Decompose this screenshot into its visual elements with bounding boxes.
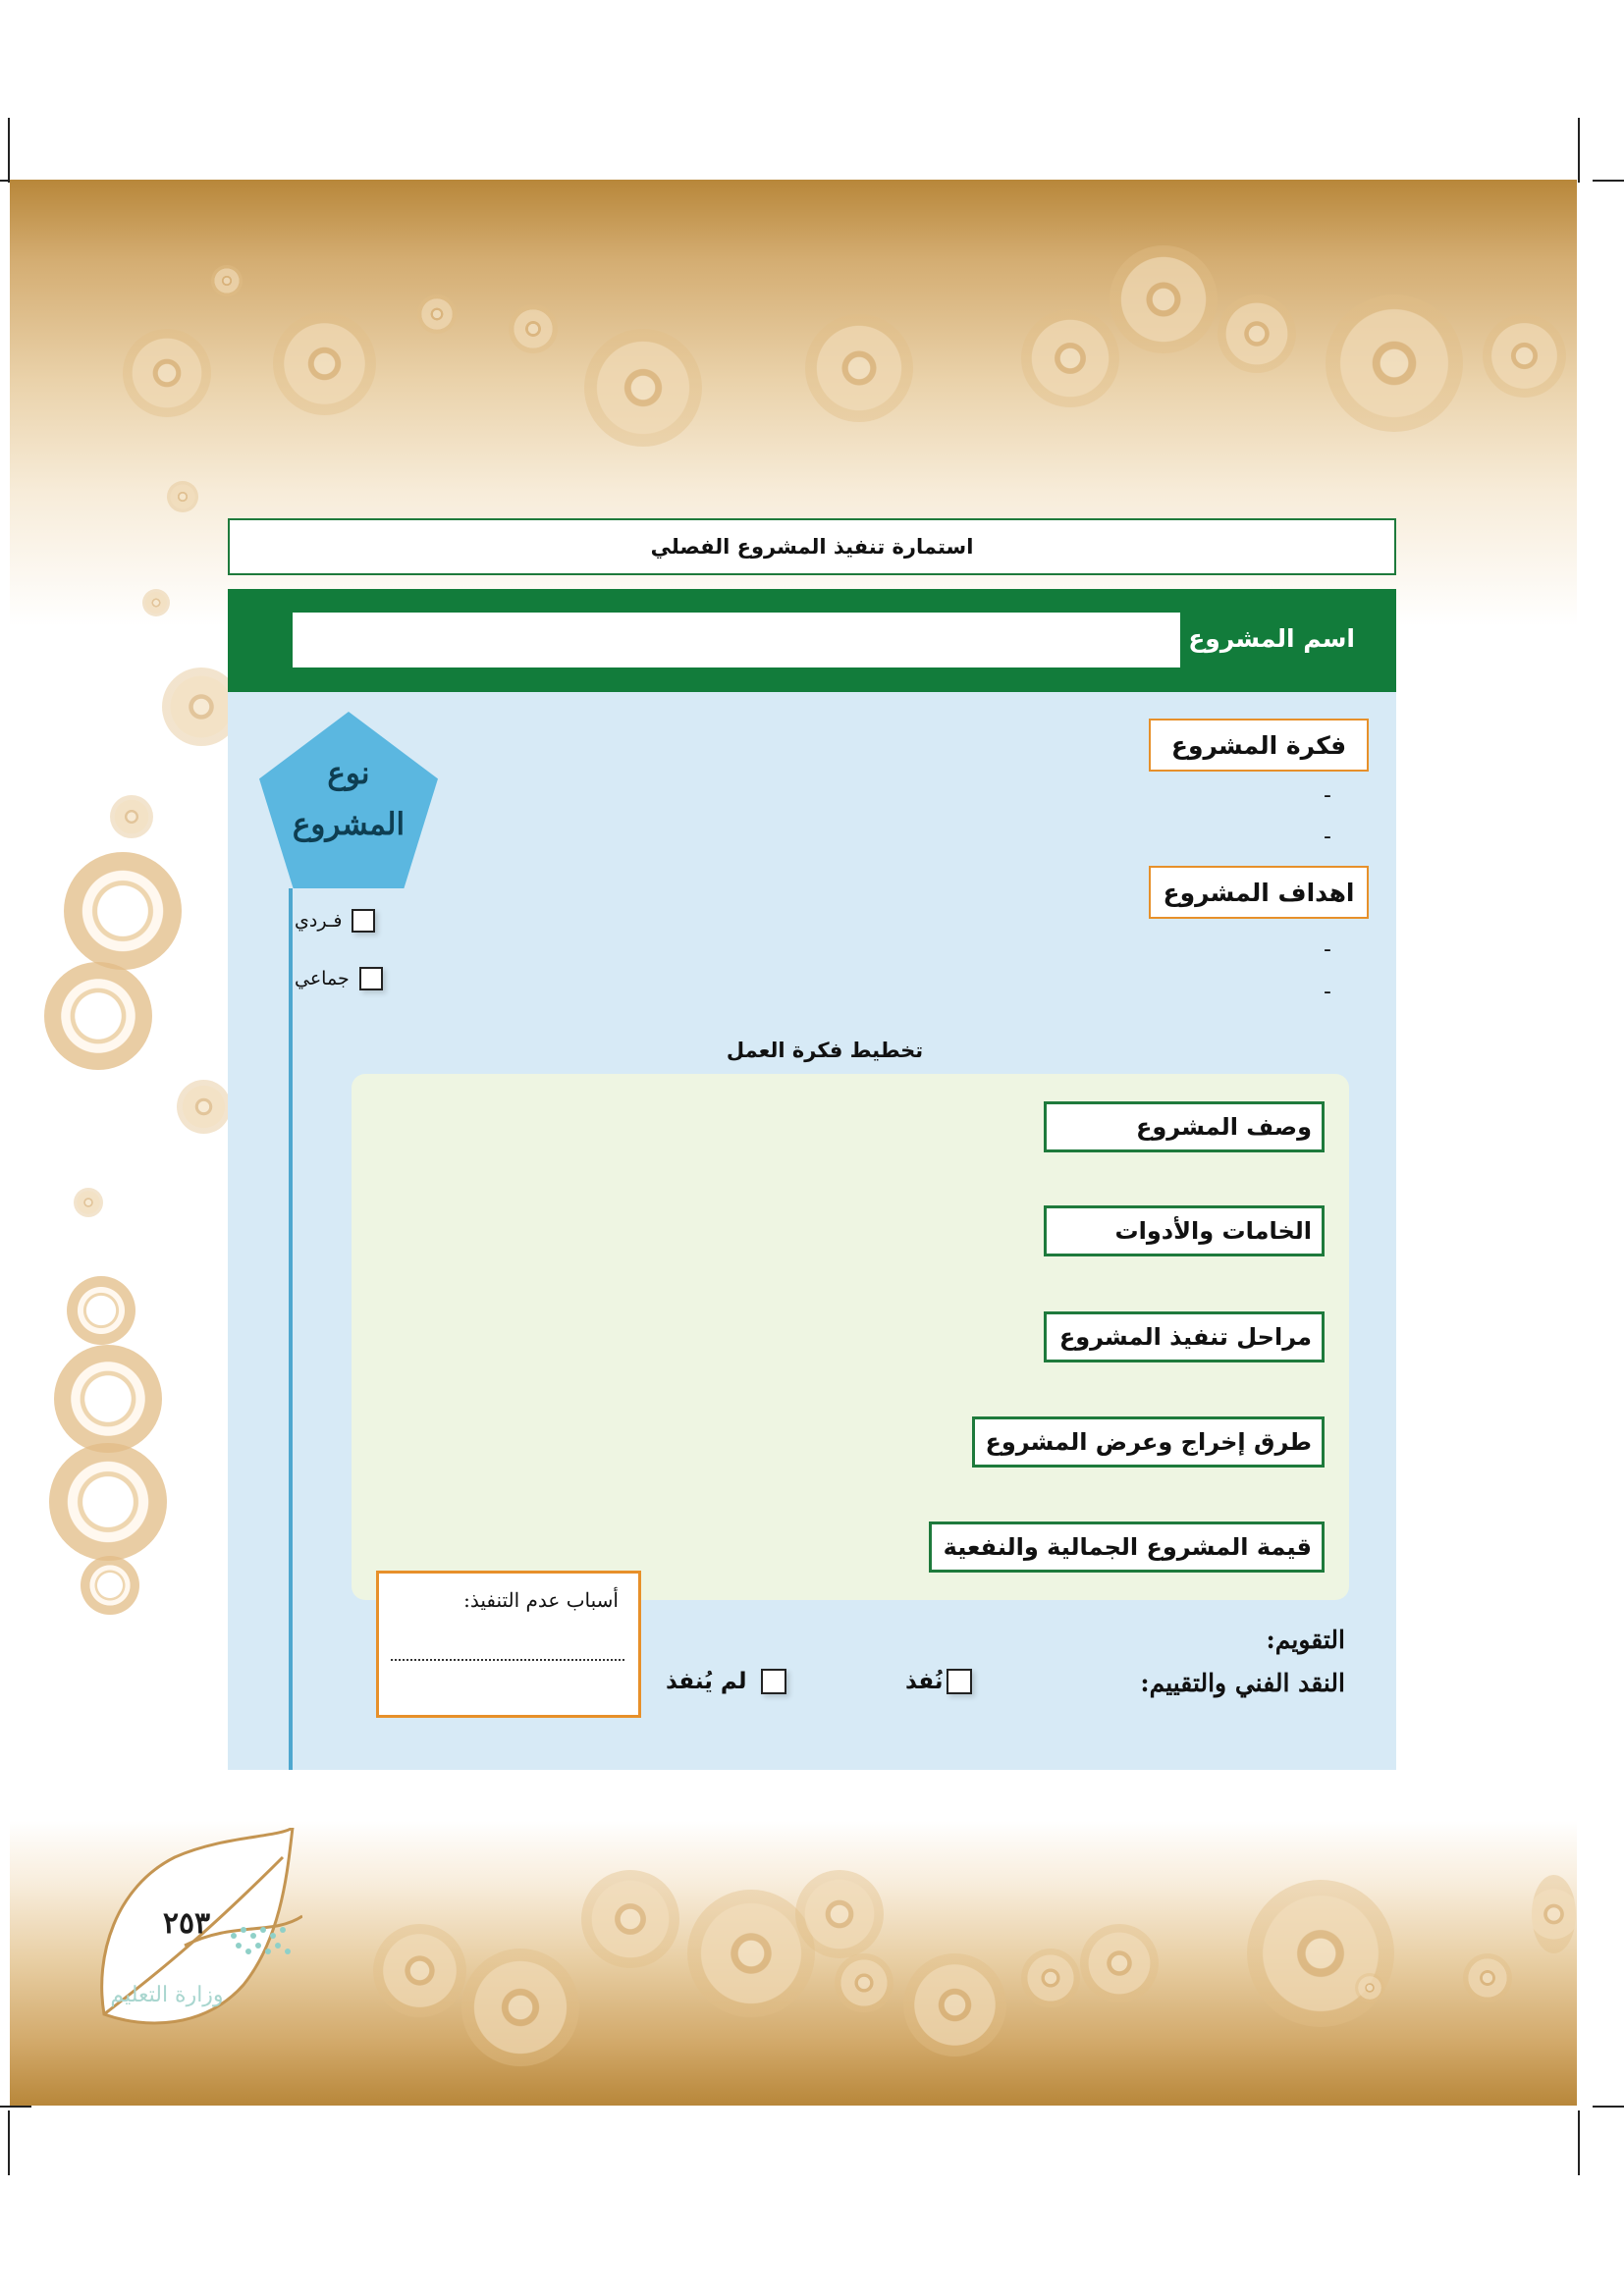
project-type-individual-option[interactable]: [295, 909, 375, 933]
flower-decoration: [1021, 1949, 1080, 2007]
not-executed-option[interactable]: [666, 1669, 786, 1694]
crop-mark: [1578, 118, 1580, 183]
flower-decoration: [1110, 245, 1218, 353]
flower-decoration: [1021, 309, 1119, 407]
flower-decoration: [49, 1443, 167, 1561]
project-type-group-option[interactable]: [295, 967, 383, 990]
form-title: [228, 518, 1396, 575]
individual-checkbox[interactable]: [352, 909, 375, 933]
project-idea-text: فكرة المشروع: [1170, 730, 1347, 760]
page-number: ٢٥٣: [162, 1906, 211, 1941]
flower-decoration: [142, 589, 170, 616]
flower-decoration: [373, 1924, 466, 2017]
flower-decoration: [835, 1953, 893, 2012]
flower-decoration: [44, 962, 152, 1070]
flower-decoration: [805, 314, 913, 422]
goals-dash-1: -: [1324, 937, 1331, 962]
project-name-label: اسم المشروع: [1188, 624, 1355, 653]
flower-decoration: [54, 1345, 162, 1453]
flower-decoration: [123, 329, 211, 417]
group-checkbox[interactable]: [359, 967, 383, 990]
flower-decoration: [417, 294, 457, 334]
not-executed-checkbox[interactable]: [761, 1669, 786, 1694]
project-goals-label: [1149, 866, 1369, 919]
flower-decoration: [1532, 1875, 1576, 1953]
flower-decoration: [1483, 314, 1566, 398]
non-execution-reasons-label: أسباب عدم التنفيذ:: [463, 1588, 619, 1612]
plan-item-presentation: [972, 1416, 1325, 1468]
executed-label: نُفذ: [905, 1669, 944, 1694]
flower-decoration: [581, 1870, 679, 1968]
flower-decoration: [273, 312, 376, 415]
evaluation-label: التقويم:: [1266, 1626, 1345, 1654]
crop-mark: [1578, 2110, 1580, 2175]
reasons-dotted-line[interactable]: [391, 1659, 624, 1661]
crop-mark: [8, 2110, 10, 2175]
flower-decoration: [1463, 1953, 1512, 2002]
flower-decoration: [74, 1188, 103, 1217]
flower-decoration: [64, 852, 182, 970]
individual-label: فـردي: [295, 910, 343, 932]
project-name-input[interactable]: [293, 613, 1180, 667]
plan-item-description: [1044, 1101, 1325, 1152]
flower-decoration: [67, 1276, 135, 1345]
flower-decoration: [509, 304, 558, 353]
flower-decoration: [584, 329, 702, 447]
executed-checkbox[interactable]: [947, 1669, 972, 1694]
flower-decoration: [1326, 294, 1463, 432]
critique-label: النقد الفني والتقييم:: [1140, 1669, 1345, 1697]
flower-decoration: [1247, 1880, 1394, 2027]
flower-decoration: [1080, 1924, 1159, 2002]
vertical-divider: [289, 888, 293, 1770]
flower-decoration: [110, 795, 153, 838]
group-label: جماعي: [295, 968, 350, 989]
project-type-title-line1: نوع: [327, 756, 370, 791]
flower-decoration: [211, 265, 243, 296]
flower-decoration: [1218, 294, 1296, 373]
idea-dash-1: -: [1324, 783, 1331, 808]
ministry-logo-text: وزارة التعليم: [110, 1983, 224, 2007]
project-type-title-line2: المشروع: [292, 807, 406, 842]
crop-mark: [8, 118, 10, 183]
flower-decoration: [81, 1556, 139, 1615]
plan-item-label: وصف المشروع: [1135, 1113, 1312, 1141]
crop-mark: [1593, 2106, 1624, 2108]
crop-mark: [0, 2106, 31, 2108]
plan-item-value: [929, 1522, 1325, 1573]
plan-item-label: طرق إخراج وعرض المشروع: [985, 1428, 1312, 1456]
flower-decoration: [1355, 1973, 1384, 2002]
crop-mark: [1593, 180, 1624, 182]
project-idea-label: [1149, 719, 1369, 772]
flower-decoration: [795, 1870, 884, 1958]
plan-section-title: تخطيط فكرة العمل: [726, 1039, 924, 1062]
plan-item-label: مراحل تنفيذ المشروع: [1058, 1323, 1312, 1351]
executed-option[interactable]: [905, 1669, 972, 1694]
flower-decoration: [903, 1953, 1006, 2056]
project-goals-text: اهداف المشروع: [1163, 878, 1355, 907]
project-type-title: [271, 748, 426, 866]
flower-decoration: [461, 1949, 579, 2066]
not-executed-label: لم يُنفذ: [666, 1669, 747, 1694]
form-title-text: استمارة تنفيذ المشروع الفصلي: [650, 535, 974, 559]
flower-decoration: [177, 1080, 231, 1134]
plan-item-label: قيمة المشروع الجمالية والنفعية: [943, 1533, 1312, 1561]
idea-dash-2: -: [1324, 825, 1331, 849]
plan-item-stages: [1044, 1311, 1325, 1362]
plan-item-label: الخامات والأدوات: [1114, 1217, 1312, 1245]
flower-decoration: [167, 481, 198, 512]
goals-dash-2: -: [1324, 980, 1331, 1004]
plan-item-materials: [1044, 1205, 1325, 1256]
